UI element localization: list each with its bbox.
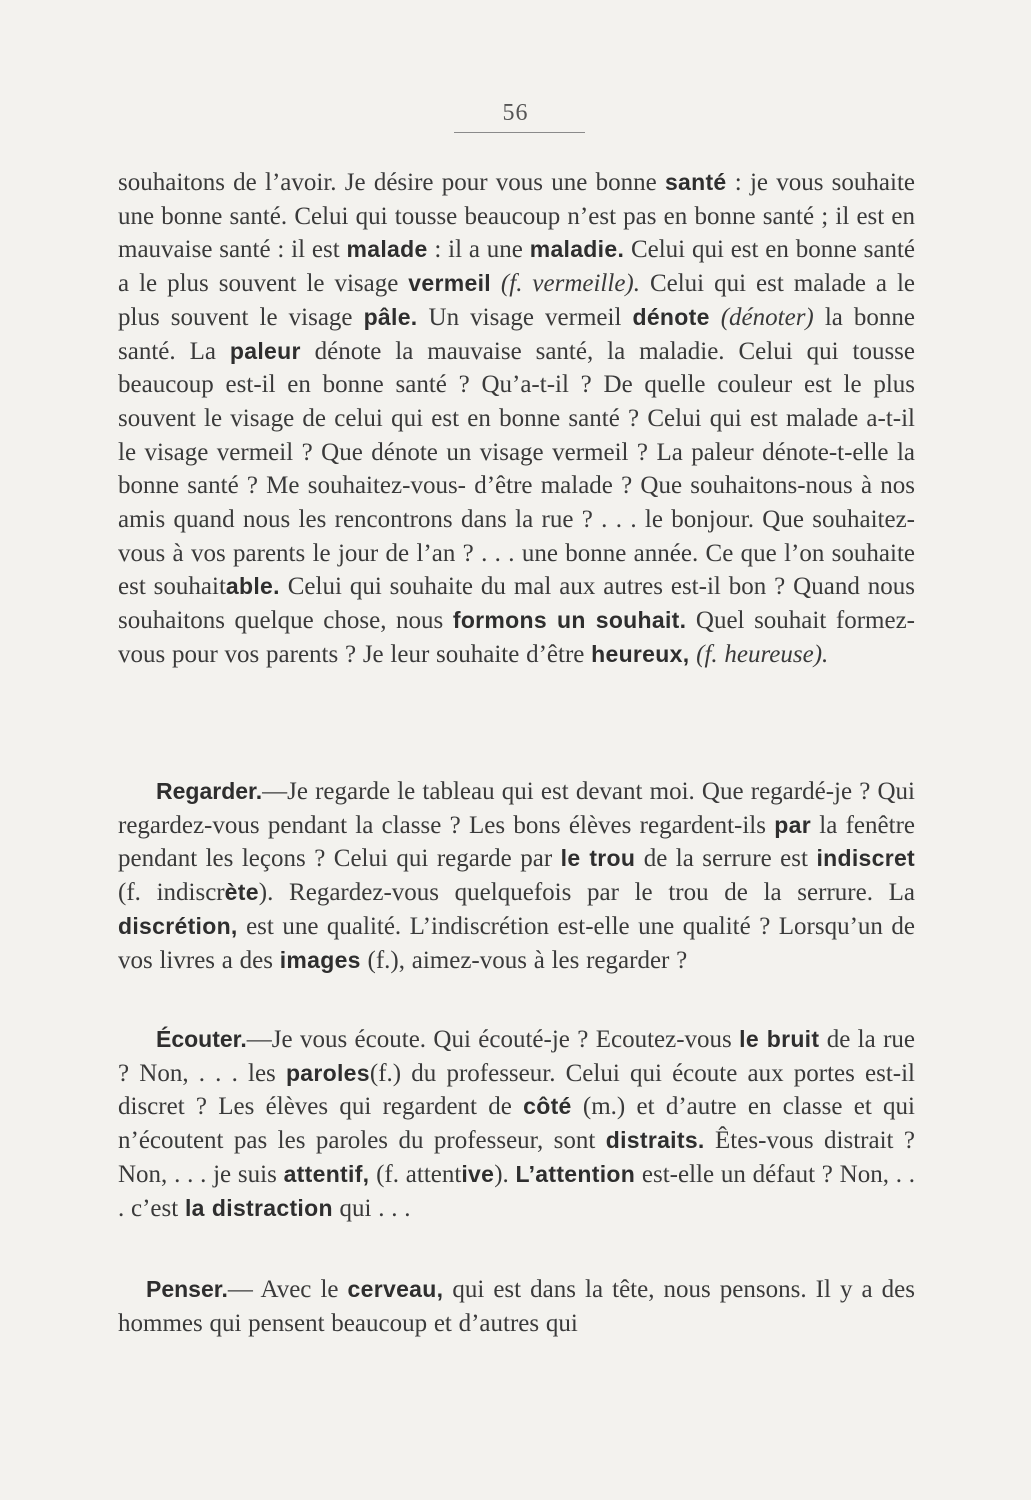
- bold-term: maladie.: [529, 236, 625, 263]
- bold-term: dénote: [632, 303, 710, 330]
- text-run: souhaitons de l’avoir. Je désire pour vous une bonne: [118, 169, 665, 196]
- page-number-rule: [454, 132, 585, 133]
- italic-note: (dénoter): [720, 303, 814, 331]
- text-run: qui est dans la tête, nous pensons. Il y a des hommes qui pensent beaucoup et d’autres qui: [118, 1276, 915, 1337]
- paragraph-penser: [118, 1273, 915, 1340]
- text-run: Celui qui est en bonne santé a le plus souvent le visage: [118, 236, 915, 298]
- text-run: Celui qui souhaite du mal aux autres est-il bon ? Quand nous souhaitons quelque chose, nous: [118, 573, 915, 635]
- paragraph-text: [118, 775, 915, 977]
- text-run: ). Regardez-vous quelquefois par le trou de la serrure. La: [258, 879, 915, 907]
- bold-term: vermeil: [408, 270, 491, 297]
- text-run: — Avec le: [227, 1276, 348, 1303]
- text-run: Êtes-vous distrait ? Non, . . . je suis: [118, 1127, 915, 1188]
- text-run: Celui qui est malade a le plus souvent le visage: [118, 270, 915, 331]
- bold-term: discrétion,: [118, 912, 238, 939]
- bold-term: par: [774, 811, 811, 838]
- text-run: [710, 304, 721, 331]
- text-run: (m.) et d’autre en classe et qui n’écoutent pas les paroles du professeur, sont: [118, 1093, 916, 1155]
- text-run: est-elle un défaut ? Non, . . . c’est: [118, 1160, 916, 1222]
- bold-term: pâle.: [363, 303, 418, 330]
- paragraph-ecouter: [118, 1023, 915, 1225]
- text-run: —Je vous écoute. Qui écouté-je ? Ecoutez-vous: [246, 1026, 740, 1053]
- bold-term: santé: [664, 169, 727, 195]
- italic-note: (f. vermeille).: [500, 270, 640, 298]
- bold-term: images: [279, 946, 361, 973]
- text-run: [491, 270, 501, 297]
- italic-note: (f. heureuse).: [696, 640, 829, 668]
- text-run: : il a une: [427, 236, 530, 264]
- text-run: (f. attent: [369, 1160, 462, 1188]
- bold-term: ive: [461, 1160, 495, 1187]
- bold-term: côté: [523, 1093, 572, 1120]
- bold-term: heureux,: [591, 640, 690, 667]
- bold-term: paleur: [229, 337, 301, 364]
- text-run: qui . . .: [332, 1194, 411, 1222]
- bold-term: le bruit: [739, 1026, 820, 1052]
- text-run: (f. indiscr: [118, 879, 225, 907]
- text-run: : je vous souhaite une bonne santé. Celui qui tousse beaucoup n’est pas en bonne santé ; il est en mauvaise santé : il est: [118, 169, 915, 264]
- text-run: ).: [494, 1160, 516, 1188]
- paragraph-text: [118, 166, 915, 672]
- text-run: Un visage vermeil: [417, 303, 633, 331]
- bold-term: la distraction: [184, 1194, 333, 1221]
- text-run: la bonne santé. La: [118, 303, 916, 365]
- bold-term: cerveau,: [347, 1276, 444, 1302]
- paragraph-text: [118, 1273, 915, 1340]
- section-heading: Regarder.: [156, 778, 263, 804]
- bold-term: paroles: [285, 1059, 370, 1086]
- bold-term: attentif,: [283, 1160, 370, 1187]
- text-run: est une qualité. L’indiscrétion est-elle une qualité ? Lorsqu’un de vos livres a des: [118, 912, 915, 974]
- text-run: dénote la mauvaise santé, la maladie. Celui qui tousse beaucoup est-il en bonne santé ? Qu’a-t-il ? De quelle couleur est le plus souvent le visage de celui qui est en bonne santé ? Celui qui est malade a-t-il le visage vermeil ? Que dénote un visage vermeil ? La paleur dénote-t-elle la bonne santé ? Me souhaitez-vous- d’être malade ? Que souhaitons-nous à nos amis quand nous les rencontrons dans la rue ? . . . le bonjour. Que souhaitez-vous à vos parents le jour de l’an ? . . . une bonne année. Ce que l’on souhaite est souhait: [118, 337, 916, 601]
- bold-term: le trou: [560, 845, 636, 872]
- section-heading: Penser.: [146, 1276, 228, 1302]
- bold-term: formons un souhait.: [452, 607, 687, 634]
- text-run: Quel souhait formez-vous pour vos parents ? Je leur souhaite d’être: [118, 607, 915, 668]
- section-heading: Écouter.: [156, 1026, 247, 1052]
- text-run: de la rue ? Non, . . . les: [118, 1026, 916, 1087]
- paragraph-regarder: [118, 775, 915, 977]
- text-run: de la serrure est: [635, 845, 817, 873]
- text-run: (f.) du professeur. Celui qui écoute aux portes est-il discret ? Les élèves qui regardent de: [118, 1059, 915, 1121]
- text-run: (f.), aimez-vous à les regarder ?: [360, 946, 688, 974]
- bold-term: L’attention: [515, 1160, 636, 1187]
- bold-term: indiscret: [816, 845, 916, 872]
- bold-term: able.: [225, 573, 280, 600]
- paragraph-sante: [118, 166, 915, 672]
- bold-term: distraits.: [605, 1127, 705, 1154]
- text-run: —Je regarde le tableau qui est devant moi. Que regardé-je ? Qui regardez-vous pendant la classe ? Les bons élèves regardent-ils: [118, 778, 915, 839]
- paragraph-text: [118, 1023, 915, 1225]
- text-run: la fenêtre pendant les leçons ? Celui qui regarde par: [118, 811, 915, 873]
- bold-term: ète: [224, 879, 259, 906]
- bold-term: malade: [346, 236, 428, 263]
- page-number: 56: [502, 100, 529, 126]
